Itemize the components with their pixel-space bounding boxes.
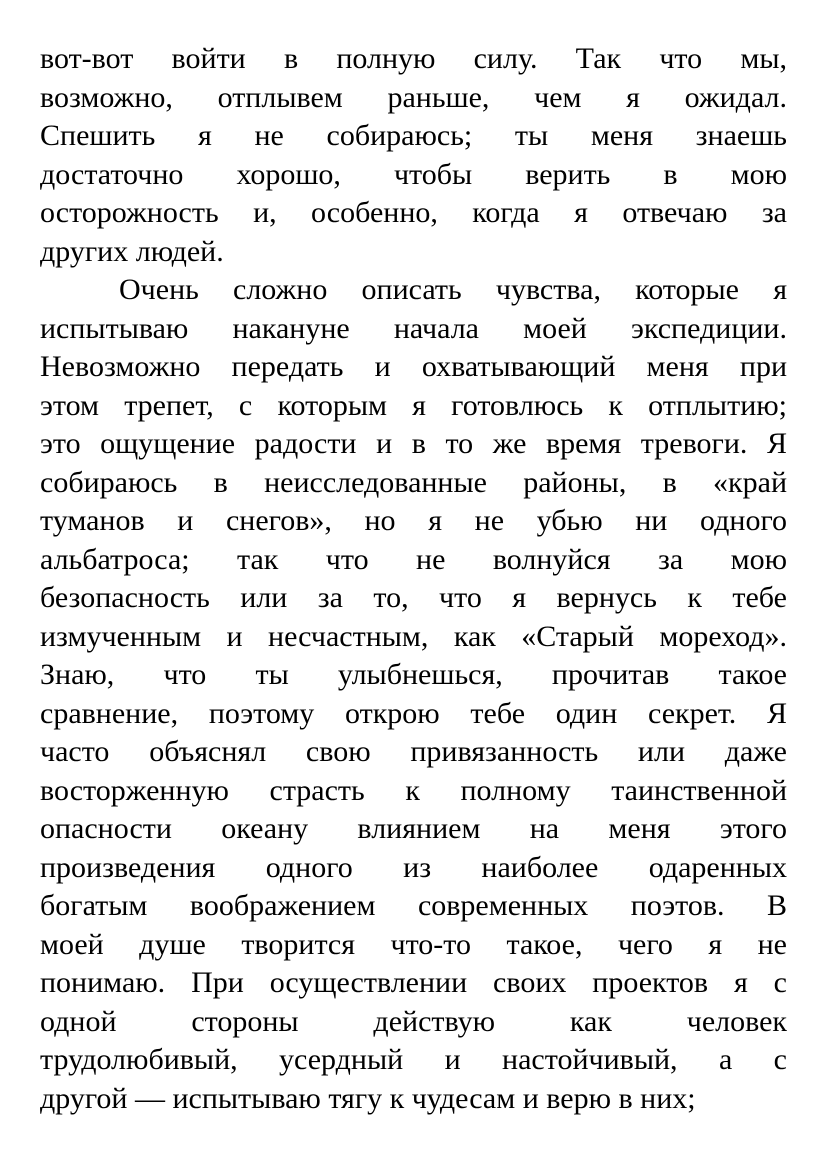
text-line: одной стороны действую как человек <box>40 1004 787 1038</box>
text-line: это ощущение радости и в то же время тревоги. Я <box>40 427 787 460</box>
text-line: испытываю накануне начала моей экспедиции. <box>40 311 787 345</box>
text-line: Очень сложно описать чувства, которые я <box>119 273 787 306</box>
text-line: Спешить я не собираюсь; ты меня знаешь <box>40 119 787 152</box>
text-line: богатым воображением современных поэтов. В <box>40 889 787 922</box>
text-line: собираюсь в неисследованные районы, в «край <box>40 465 787 499</box>
text-line: измученным и несчастным, как «Старый мореход». <box>40 619 787 653</box>
text-line: Невозможно передать и охватывающий меня при <box>40 350 787 383</box>
text-line: туманов и снегов», но я не убью ни одного <box>40 504 787 537</box>
text-line: другой — испытываю тягу к чудесам и верю в них; <box>40 1081 696 1115</box>
text-line: этом трепет, с которым я готовлюсь к отплытию; <box>40 388 787 422</box>
text-line: трудолюбивый, усердный и настойчивый, а с <box>40 1043 787 1076</box>
text-line: часто объяснял свою привязанность или даже <box>40 735 787 768</box>
text-line: опасности океану влиянием на меня этого <box>40 812 787 845</box>
text-line: произведения одного из наиболее одаренных <box>40 850 787 884</box>
text-line: Знаю, что ты улыбнешься, прочитав такое <box>40 658 787 691</box>
text-line: моей душе творится что-то такое, чего я не <box>40 927 787 961</box>
paragraph-2 <box>40 271 787 1118</box>
text-line: вот-вот войти в полную силу. Так что мы, <box>40 42 787 75</box>
text-line: безопасность или за то, что я вернусь к тебе <box>40 581 787 614</box>
text-line: достаточно хорошо, чтобы верить в мою <box>40 157 787 191</box>
text-line: осторожность и, особенно, когда я отвечаю за <box>40 196 787 229</box>
text-line: восторженную страсть к полному таинственной <box>40 773 787 807</box>
text-line: возможно, отплывем раньше, чем я ожидал. <box>40 80 787 114</box>
paragraph-1 <box>40 40 787 271</box>
text-line: альбатроса; так что не волнуйся за мою <box>40 542 787 576</box>
text-line: понимаю. При осуществлении своих проектов я с <box>40 966 787 999</box>
text-line: других людей. <box>40 234 224 268</box>
text-line: сравнение, поэтому открою тебе один секрет. Я <box>40 696 787 730</box>
document-page <box>40 40 787 1118</box>
